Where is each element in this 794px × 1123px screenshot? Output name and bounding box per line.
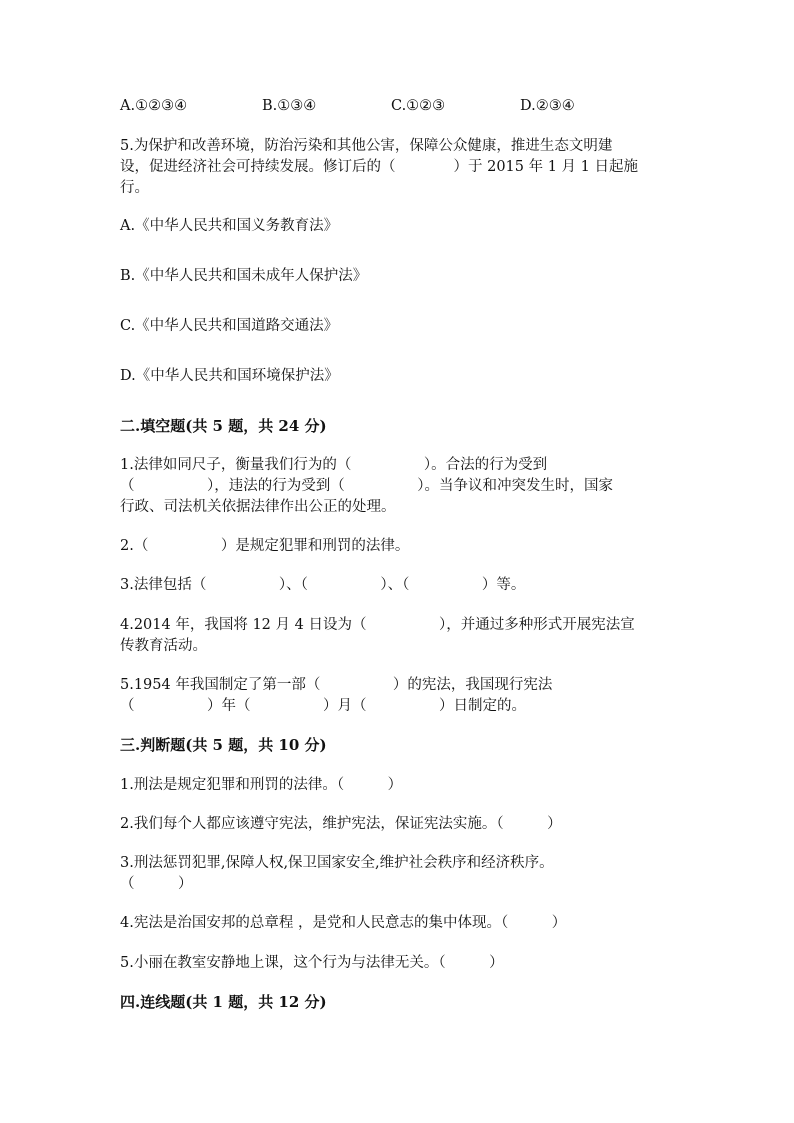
q4-option-d: D.②③④ xyxy=(520,98,575,114)
q4-option-a: A.①②③④ xyxy=(120,98,188,114)
s2-q2: 2.（ ）是规定犯罪和刑罚的法律。 xyxy=(120,538,410,554)
s3-q1: 1.刑法是规定犯罪和刑罚的法律。（ ） xyxy=(120,777,403,793)
section-4-title: 四.连线题(共 1 题，共 12 分) xyxy=(120,993,327,1011)
s3-q5: 5.小丽在教室安静地上课，这个行为与法律无关。（ ） xyxy=(120,955,504,971)
s2-q3: 3.法律包括（ ）、（ ）、（ ）等。 xyxy=(120,577,526,593)
q5-option-d: D.《中华人民共和国环境保护法》 xyxy=(120,368,339,384)
s3-q2: 2.我们每个人都应该遵守宪法，维护宪法，保证宪法实施。（ ） xyxy=(120,816,562,832)
s2-q5-line-1: 5.1954 年我国制定了第一部（ ）的宪法，我国现行宪法 xyxy=(120,677,553,693)
section-2-title: 二.填空题(共 5 题，共 24 分) xyxy=(120,417,327,435)
s2-q1-line-3: 行政、司法机关依据法律作出公正的处理。 xyxy=(120,499,396,515)
q5-stem-line-1: 5.为保护和改善环境，防治污染和其他公害，保障公众健康，推进生态文明建 xyxy=(120,138,613,154)
q5-option-a: A.《中华人民共和国义务教育法》 xyxy=(120,218,339,234)
s3-q3-line-2: （ ） xyxy=(120,876,193,892)
s2-q5-line-2: （ ）年（ ）月（ ）日制定的。 xyxy=(120,698,526,714)
q5-option-c: C.《中华人民共和国道路交通法》 xyxy=(120,318,339,334)
s2-q4-line-2: 传教育活动。 xyxy=(120,638,207,654)
q5-stem-line-2: 设，促进经济社会可持续发展。修订后的（ ）于 2015 年 1 月 1 日起施 xyxy=(120,159,639,175)
q5-stem-line-3: 行。 xyxy=(120,180,149,196)
q5-option-b: B.《中华人民共和国未成年人保护法》 xyxy=(120,268,368,284)
s3-q4: 4.宪法是治国安邦的总章程 ，是党和人民意志的集中体现。（ ） xyxy=(120,915,567,931)
s3-q3-line-1: 3.刑法惩罚犯罪,保障人权,保卫国家安全,维护社会秩序和经济秩序。 xyxy=(120,855,554,871)
s2-q1-line-2: （ ），违法的行为受到（ ）。当争议和冲突发生时，国家 xyxy=(120,478,613,494)
s2-q4-line-1: 4.2014 年，我国将 12 月 4 日设为（ ），并通过多种形式开展宪法宣 xyxy=(120,617,635,633)
section-3-title: 三.判断题(共 5 题，共 10 分) xyxy=(120,736,327,754)
q4-option-b: B.①③④ xyxy=(262,98,317,114)
s2-q1-line-1: 1.法律如同尺子，衡量我们行为的（ ）。合法的行为受到 xyxy=(120,457,548,473)
q4-option-c: C.①②③ xyxy=(391,98,446,114)
